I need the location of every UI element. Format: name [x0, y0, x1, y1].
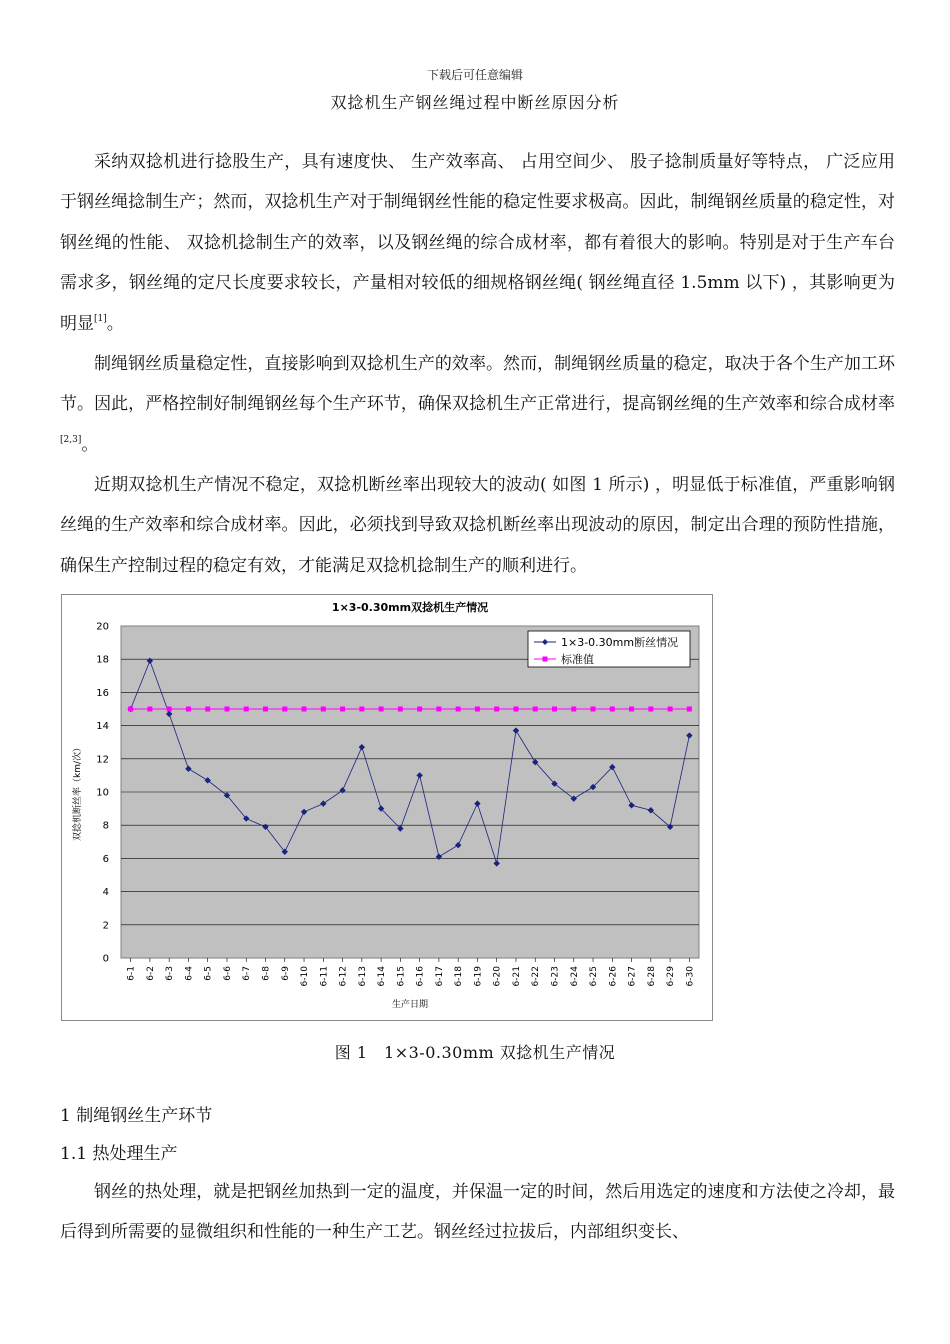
x-tick-label: 6-8 — [261, 966, 272, 981]
chart-svg — [62, 595, 712, 1020]
series-2-point — [147, 707, 152, 712]
x-tick-label: 6-4 — [184, 966, 195, 981]
series-2-point — [610, 707, 615, 712]
series-2-point — [282, 707, 287, 712]
section-heading: 1 制绳钢丝生产环节 — [60, 1106, 213, 1126]
y-tick-label: 10 — [96, 787, 109, 799]
paragraph-2 — [60, 344, 895, 465]
series-2-point — [224, 707, 229, 712]
y-tick-label: 2 — [102, 920, 109, 932]
series-2-point — [513, 707, 518, 712]
x-tick-label: 6-30 — [685, 966, 696, 987]
x-tick-label: 6-6 — [222, 966, 233, 981]
page-title: 双捻机生产钢丝绳过程中断丝原因分析 — [330, 93, 620, 112]
x-tick-label: 6-22 — [531, 966, 542, 987]
subsection-heading: 1.1 热处理生产 — [60, 1144, 178, 1164]
x-tick-label: 6-5 — [203, 966, 214, 981]
series-2-point — [687, 707, 692, 712]
series-2-point — [668, 707, 673, 712]
series-2-point — [648, 707, 653, 712]
x-tick-label: 6-15 — [396, 966, 407, 987]
x-axis-label: 生产日期 — [391, 1000, 429, 1010]
y-tick-label: 4 — [102, 887, 109, 899]
x-tick-label: 6-9 — [280, 966, 291, 981]
series-2-point — [417, 707, 422, 712]
series-2-point — [340, 707, 345, 712]
y-tick-label: 6 — [102, 853, 109, 865]
series-2-point — [128, 707, 133, 712]
legend-marker-2 — [543, 657, 548, 662]
paragraph-3: 近期双捻机生产情况不稳定，双捻机断丝率出现较大的波动( 如图 1 所示) ，明显低于标准值，严重影响钢丝绳的生产效率和综合成材率。因此，必须找到导致双捻机断丝率出现波动的原因，制定出合理的预防性措施，确保生产控制过程的稳定有效，才能满足双捻机捻制生产的顺利进行。 — [60, 475, 895, 576]
y-tick-label: 18 — [96, 654, 109, 666]
series-2-point — [475, 707, 480, 712]
series-2-point — [552, 707, 557, 712]
series-2-point — [205, 707, 210, 712]
series-2-point — [533, 707, 538, 712]
chart-title: 1×3-0.30mm双捻机生产情况 — [331, 601, 489, 614]
series-2-point — [321, 707, 326, 712]
x-tick-label: 6-19 — [473, 966, 484, 987]
x-tick-label: 6-28 — [646, 966, 657, 987]
x-tick-label: 6-13 — [357, 966, 368, 987]
header-note: 下载后可任意编辑 — [426, 68, 523, 82]
series-2-point — [167, 707, 172, 712]
series-2-point — [359, 707, 364, 712]
y-tick-label: 8 — [102, 820, 109, 832]
y-tick-label: 12 — [96, 754, 109, 766]
y-axis-label: 双捻机断丝率（km/次） — [73, 742, 83, 842]
x-tick-label: 6-24 — [569, 966, 580, 987]
y-tick-label: 14 — [96, 721, 109, 733]
y-tick-label: 16 — [96, 687, 109, 699]
paragraph-1-end: 。 — [106, 313, 124, 334]
series-2-point — [571, 707, 576, 712]
paragraph-4: 钢丝的热处理，就是把钢丝加热到一定的温度，并保温一定的时间，然后用选定的速度和方法使之冷却，最后得到所需要的显微组织和性能的一种生产工艺。钢丝经过拉拔后，内部组织变长、 — [60, 1182, 895, 1243]
x-tick-label: 6-25 — [589, 966, 600, 987]
x-tick-label: 6-29 — [666, 966, 677, 987]
paragraph-2-end: 。 — [81, 434, 99, 455]
series-2-point — [186, 707, 191, 712]
figure-caption: 图 1 1×3-0.30mm 双捻机生产情况 — [334, 1043, 616, 1062]
series-2-point — [302, 707, 307, 712]
series-2-point — [456, 707, 461, 712]
x-tick-label: 6-12 — [338, 966, 349, 987]
x-tick-label: 6-14 — [377, 966, 388, 987]
x-tick-label: 6-1 — [126, 966, 137, 981]
x-tick-label: 6-27 — [627, 966, 638, 987]
figure-1-chart — [61, 594, 713, 1021]
x-tick-label: 6-17 — [434, 966, 445, 987]
paragraph-2-text: 制绳钢丝质量稳定性，直接影响到双捻机生产的效率。然而，制绳钢丝质量的稳定，取决于各个生产加工环节。因此，严格控制好制绳钢丝每个生产环节，确保双捻机生产正常进行，提高钢丝绳的生产效率和综合成材率 — [60, 354, 895, 415]
series-2-point — [244, 707, 249, 712]
paragraph-1-text: 采纳双捻机进行捻股生产，具有速度快、 生产效率高、 占用空间少、 股子捻制质量好等特点， 广泛应用于钢丝绳捻制生产；然而，双捻机生产对于制绳钢丝性能的稳定性要求极高。因此，制绳钢丝质量的稳定性，对钢丝绳的性能、 双捻机捻制生产的效率，以及钢丝绳的综合成材率，都有着很大的影响。特别是对于生产车台需求多，钢丝绳的定尺长度要求较长，产量相对较低的细规格钢丝绳( 钢丝绳直径 1.5mm 以下) ，其影响更为明显 — [60, 152, 895, 334]
series-2-point — [436, 707, 441, 712]
x-tick-label: 6-26 — [608, 966, 619, 987]
series-2-point — [398, 707, 403, 712]
x-tick-label: 6-3 — [165, 966, 176, 981]
paragraph-1 — [60, 142, 895, 344]
legend-label-1: 1×3-0.30mm断丝情况 — [561, 636, 679, 649]
x-tick-label: 6-18 — [454, 966, 465, 987]
x-tick-label: 6-10 — [300, 966, 311, 987]
series-2-point — [494, 707, 499, 712]
x-tick-label: 6-2 — [145, 966, 156, 981]
x-tick-label: 6-11 — [319, 966, 330, 987]
x-tick-label: 6-7 — [242, 966, 253, 981]
citation-2: [2,3] — [60, 434, 82, 445]
legend-label-2: 标准值 — [561, 653, 594, 666]
x-tick-label: 6-20 — [492, 966, 503, 987]
y-tick-label: 20 — [96, 621, 109, 633]
x-tick-label: 6-16 — [415, 966, 426, 987]
series-2-point — [263, 707, 268, 712]
citation-1: [1] — [94, 313, 107, 324]
series-2-point — [379, 707, 384, 712]
series-2-point — [591, 707, 596, 712]
x-tick-label: 6-21 — [511, 966, 522, 987]
series-2-point — [629, 707, 634, 712]
y-tick-label: 0 — [102, 953, 109, 965]
x-tick-label: 6-23 — [550, 966, 561, 987]
